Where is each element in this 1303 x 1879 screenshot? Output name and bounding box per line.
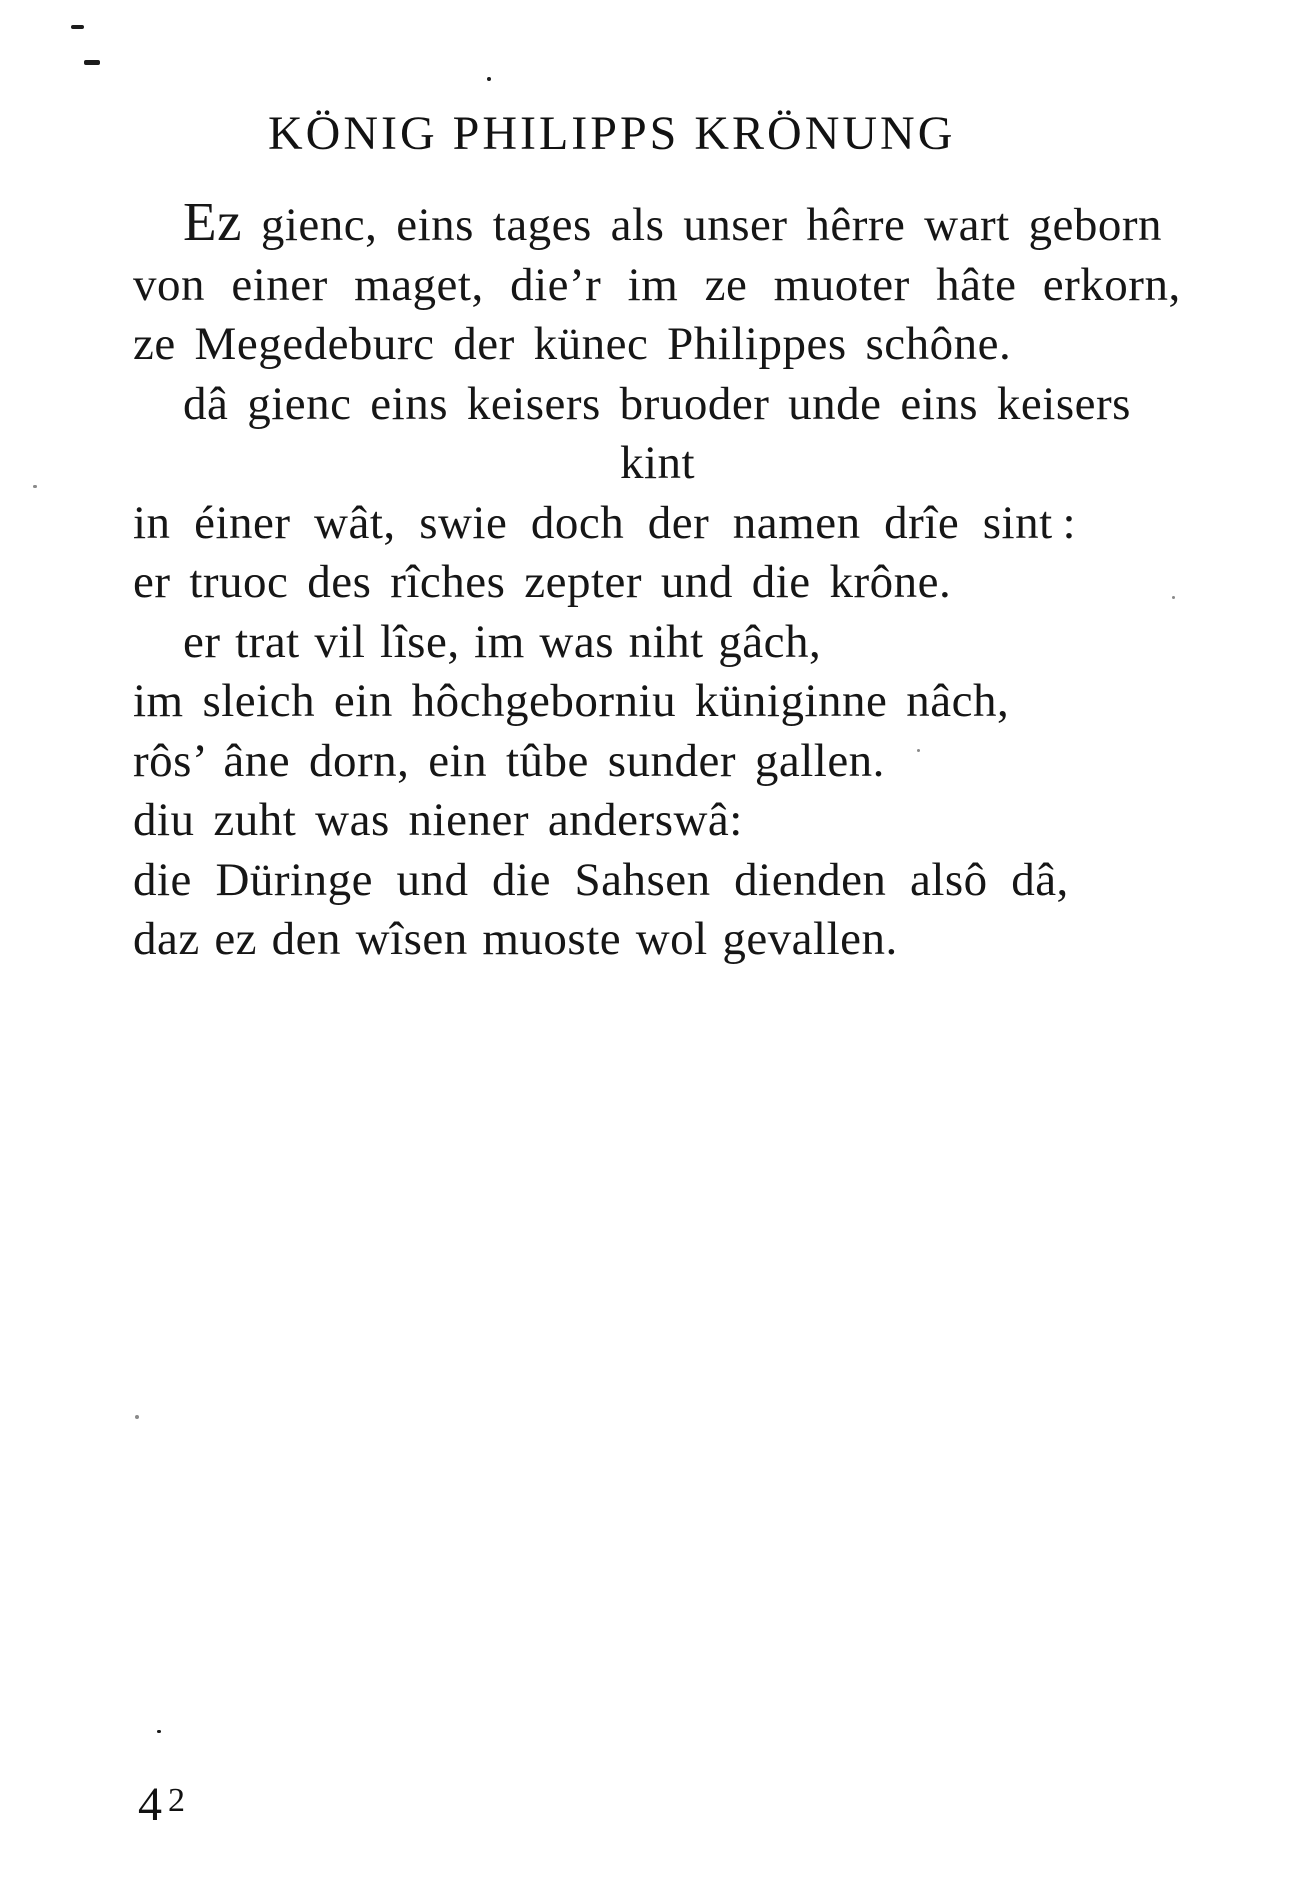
scan-speck <box>84 60 100 65</box>
poem-line: von einer maget, die’r im ze muoter hâte erkorn, <box>133 258 1181 311</box>
page-title: KÖNIG PHILIPPS KRÖNUNG <box>268 107 956 160</box>
poem-line <box>0 192 1303 256</box>
poem-line: kint <box>620 437 696 489</box>
poem-line: er truoc des rîches zepter und die krône. <box>133 556 952 608</box>
poem-line: rôs’ âne dorn, ein tûbe sunder gallen. <box>133 734 885 787</box>
poem-line: daz ez den wîsen muoste wol gevallen. <box>133 913 898 965</box>
scan-speck <box>135 1415 139 1419</box>
poem-line: diu zuht was niener anderswâ: <box>133 794 743 846</box>
poem-line-text: gienc, eins tages als unser hêrre wart geborn <box>260 199 1163 251</box>
page-number <box>138 1775 186 1831</box>
scan-speck <box>487 77 491 81</box>
poem-line: ze Megedeburc der künec Philippes schône. <box>133 318 1012 370</box>
poem-line: in éiner wât, swie doch der namen drîe sint : <box>133 496 1077 549</box>
page-number-digit: 2 <box>168 1782 186 1819</box>
poem-line: dâ gienc eins keisers bruoder unde eins keisers <box>183 377 1131 430</box>
poem-line: im sleich ein hôchgeborniu küniginne nâch, <box>133 675 1010 727</box>
poem-body <box>0 192 1303 970</box>
poem-line-initial: Ez <box>183 191 243 252</box>
scan-speck <box>157 1730 161 1733</box>
poem-line: die Düringe und die Sahsen dienden alsô dâ, <box>133 853 1069 906</box>
scan-speck <box>71 25 84 29</box>
page-number-digit: 4 <box>138 1778 163 1831</box>
poem-line: er trat vil lîse, im was niht gâch, <box>183 615 822 668</box>
